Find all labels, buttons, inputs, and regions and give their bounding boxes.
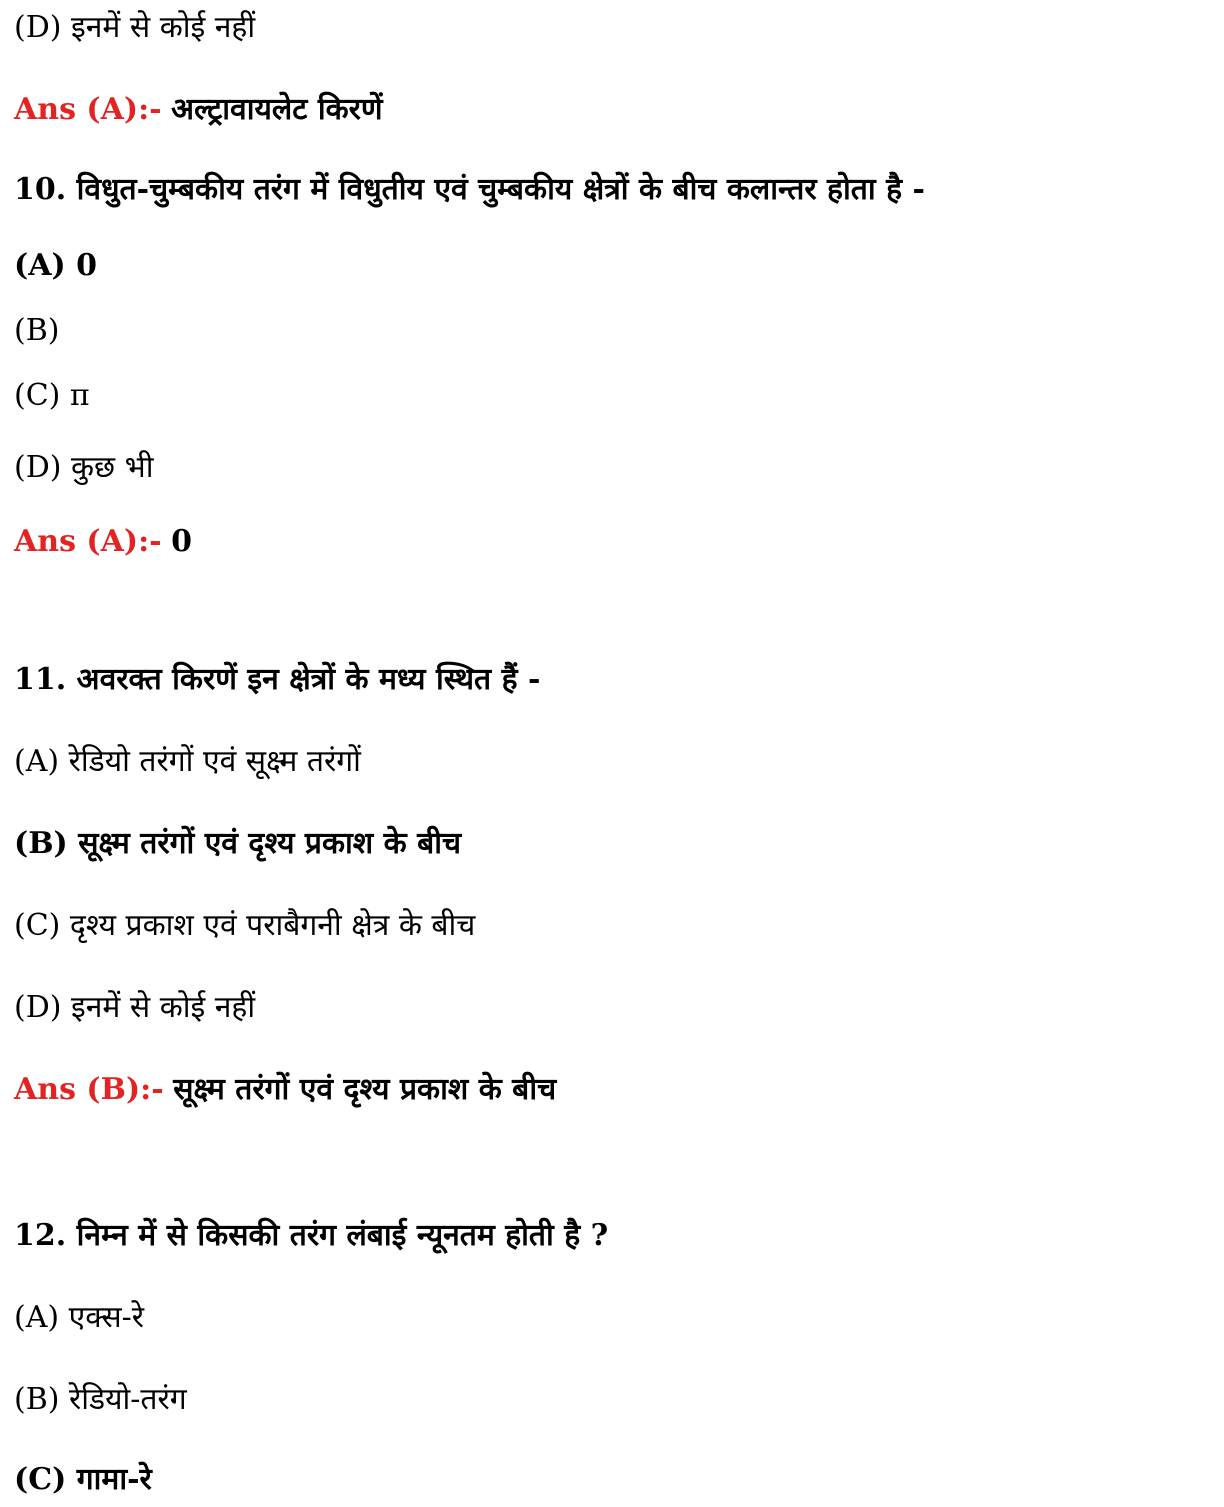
- option-text: रेडियो तरंगों एवं सूक्ष्म तरंगों: [68, 744, 361, 779]
- q12-option-b: [14, 1380, 187, 1420]
- q11-option-a: [14, 742, 361, 782]
- option-text: एक्स-रे: [68, 1300, 145, 1335]
- option-label: (C): [14, 378, 61, 413]
- option-label: (A): [14, 744, 60, 779]
- q10-option-c: [14, 376, 90, 416]
- q12-option-c: [14, 1460, 152, 1500]
- answer-label: Ans (B):-: [14, 1072, 164, 1107]
- option-label: (C): [14, 908, 61, 943]
- option-label: (A): [14, 1300, 60, 1335]
- option-text: इनमें से कोई नहीं: [71, 990, 256, 1025]
- question-number: 11.: [14, 662, 67, 697]
- option-text: गामा-रे: [76, 1462, 152, 1497]
- q10-option-d: [14, 448, 153, 488]
- option-text: इनमें से कोई नहीं: [71, 10, 256, 45]
- option-label: (C): [14, 1462, 67, 1497]
- option-text: दृश्य प्रकाश एवं पराबैगनी क्षेत्र के बीच: [69, 908, 476, 943]
- prev-option-d: [14, 8, 255, 48]
- q11-question: [14, 660, 540, 700]
- q10-option-b: [14, 311, 59, 351]
- q11-answer: [14, 1070, 556, 1110]
- q10-option-a: [14, 246, 97, 286]
- q12-option-a: [14, 1298, 144, 1338]
- answer-text: अल्ट्रावायलेट किरणें: [171, 92, 383, 127]
- option-text: π: [69, 378, 90, 413]
- q11-option-b: [14, 824, 461, 864]
- question-number: 12.: [14, 1218, 67, 1253]
- option-label: (B): [14, 826, 68, 861]
- answer-text: 0: [171, 524, 193, 559]
- q12-question: [14, 1216, 608, 1256]
- answer-label: Ans (A):-: [14, 524, 162, 559]
- q10-question: [14, 170, 925, 210]
- option-label: (D): [14, 990, 62, 1025]
- option-label: (B): [14, 1382, 60, 1417]
- option-text: रेडियो-तरंग: [69, 1382, 187, 1417]
- option-label: (D): [14, 450, 62, 485]
- question-number: 10.: [14, 172, 67, 207]
- answer-text: सूक्ष्म तरंगों एवं दृश्य प्रकाश के बीच: [173, 1072, 557, 1107]
- option-label: (B): [14, 313, 60, 348]
- q11-option-d: [14, 988, 255, 1028]
- option-text: कुछ भी: [71, 450, 154, 485]
- question-text: अवरक्त किरणें इन क्षेत्रों के मध्य स्थित हैं -: [76, 662, 541, 697]
- question-text: निम्न में से किसकी तरंग लंबाई न्यूनतम होती है ?: [76, 1218, 609, 1253]
- option-label: (A): [14, 248, 66, 283]
- option-text: 0: [76, 248, 97, 283]
- q11-option-c: [14, 906, 475, 946]
- q10-answer: [14, 522, 192, 562]
- option-label: (D): [14, 10, 62, 45]
- answer-label: Ans (A):-: [14, 92, 162, 127]
- question-text: विधुत-चुम्बकीय तरंग में विधुतीय एवं चुम्बकीय क्षेत्रों के बीच कलान्तर होता है -: [76, 172, 925, 207]
- option-text: सूक्ष्म तरंगों एवं दृश्य प्रकाश के बीच: [78, 826, 462, 861]
- prev-answer: [14, 90, 383, 130]
